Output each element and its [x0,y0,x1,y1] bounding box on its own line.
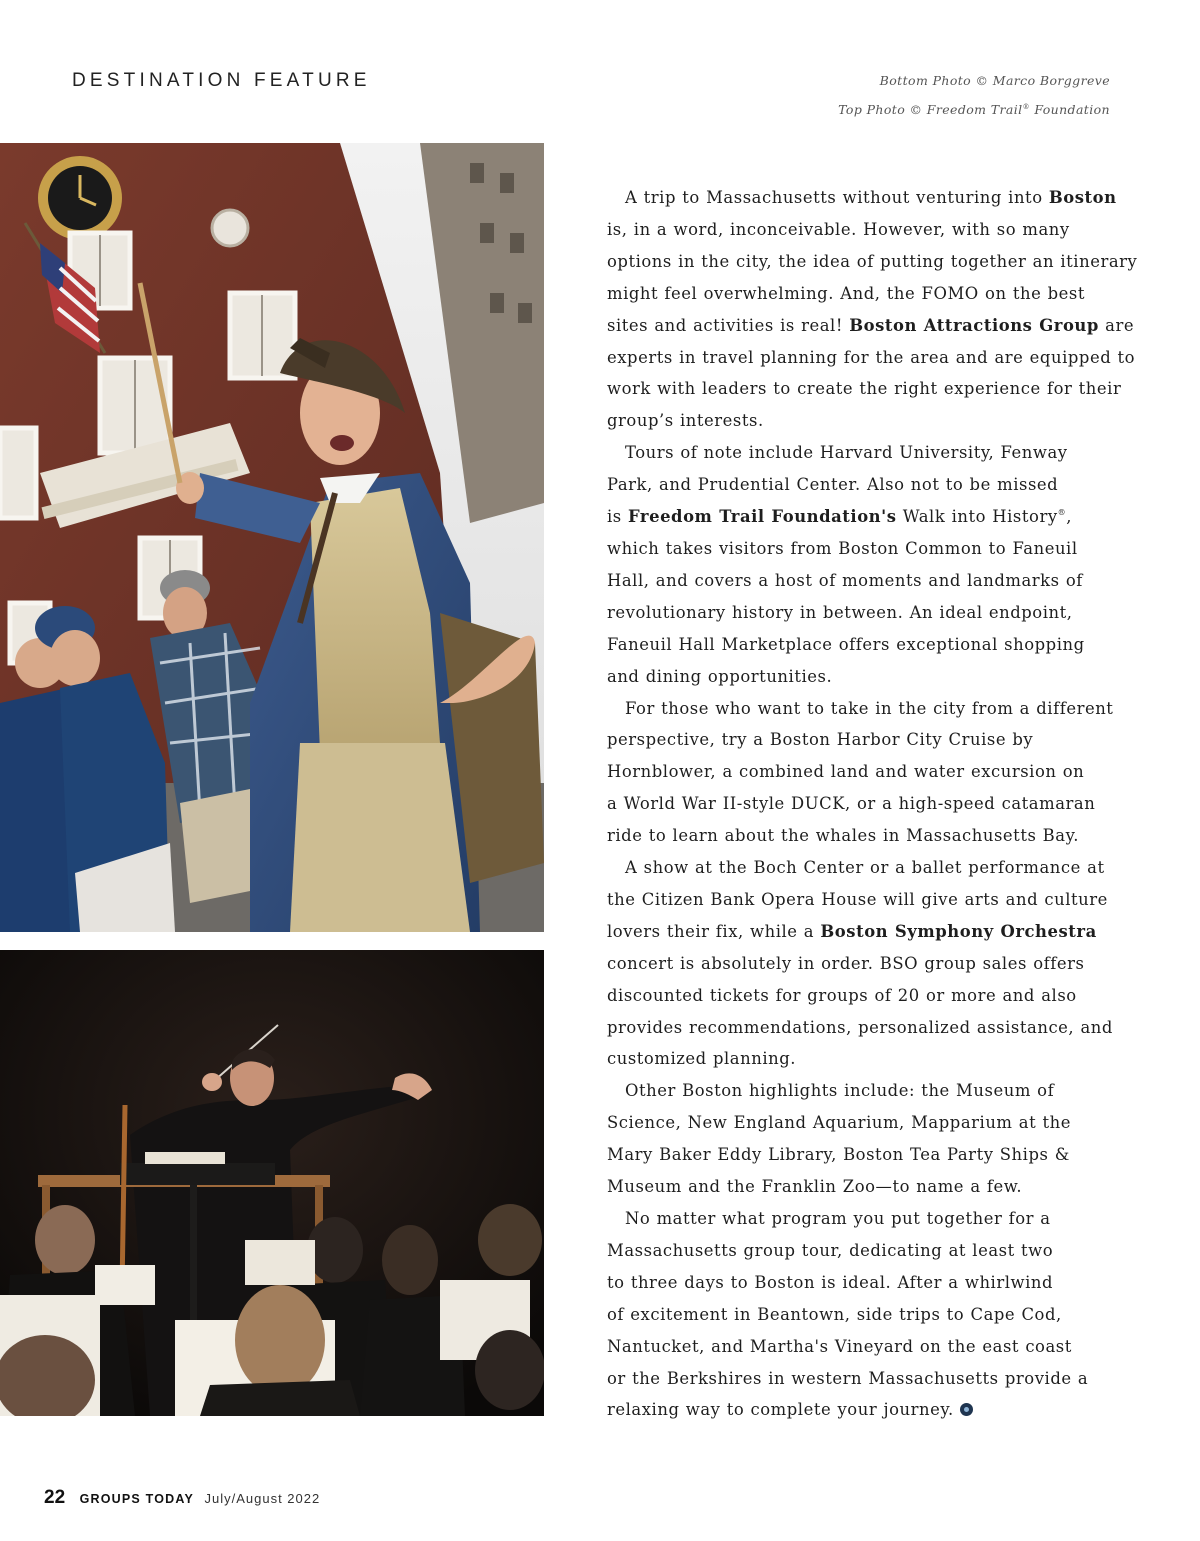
freedom-trail-guide-photo [0,143,544,932]
section-label: DESTINATION FEATURE [72,70,371,91]
article-paragraph: A show at the Boch Center or a ballet performance at the Citizen Bank Opera House will give arts and culture lovers their fix, while a Boston Symphony Orchestra concert is absolutely in order. BSO group sales offers discounted tickets for groups of 20 or more and also provides recommendations, personalized assistance, and customized planning. [607,858,1113,1069]
freedom-trail-foundation-highlight: Freedom Trail Foundation's [628,507,897,527]
photo-credits [838,67,1110,123]
boston-symphony-conductor-photo [0,950,544,1416]
article-paragraph: Tours of note include Harvard University, Fenway Park, and Prudential Center. Also not to be missed is Freedom Trail Foundation's Walk into History®, which takes visitors from Boston Common to Faneuil Hall, and covers a host of moments and landmarks of revolutionary history in between. An ideal endpoint, Faneuil Hall Marketplace offers exceptional shopping and dining opportunities. [607,443,1085,686]
boston-highlight: Boston [1048,188,1117,207]
page-number: 22 [44,1487,66,1508]
article-paragraph: A trip to Massachusetts without venturing into Boston is, in a word, inconceivable. However, with so many options in the city, the idea of putting together an itinerary might feel overwhelming. And, the FOMO on the best sites and activities is real! Boston Attractions Group are experts in travel planning for the area and are equipped to work with leaders to create the right experience for their group’s interests. [607,188,1138,431]
article-body [607,182,1138,1426]
issue-date: July/August 2022 [204,1491,321,1506]
page-footer [44,1487,320,1509]
boston-symphony-orchestra-highlight: Boston Symphony Orchestra [820,921,1097,941]
boston-attractions-group-highlight: Boston Attractions Group [849,315,1099,335]
article-paragraph: For those who want to take in the city from a different perspective, try a Boston Harbor City Cruise by Hornblower, a combined land and water excursion on a World War II-style DUCK, or a high-speed catamaran ride to learn about the whales in Massachusetts Bay. [607,698,1114,846]
article-paragraph: Other Boston highlights include: the Museum of Science, New England Aquarium, Mapparium at the Mary Baker Eddy Library, Boston Tea Party Ships & Museum and the Franklin Zoo—to name a few. [607,1081,1071,1197]
top-photo-credit: Top Photo © Freedom Trail® Foundation [838,102,1110,118]
bottom-photo-credit: Bottom Photo © Marco Borggreve [879,73,1110,88]
magazine-name: GROUPS TODAY [79,1492,195,1506]
end-of-article-icon [960,1403,973,1416]
article-paragraph: No matter what program you put together for a Massachusetts group tour, dedicating at least two to three days to Boston is ideal. After a whirlwind of excitement in Beantown, side trips to Cape Cod, Nantucket, and Martha's Vineyard on the east coast or the Berkshires in western Massachusetts provide a relaxing way to complete your journey. [607,1209,1089,1420]
